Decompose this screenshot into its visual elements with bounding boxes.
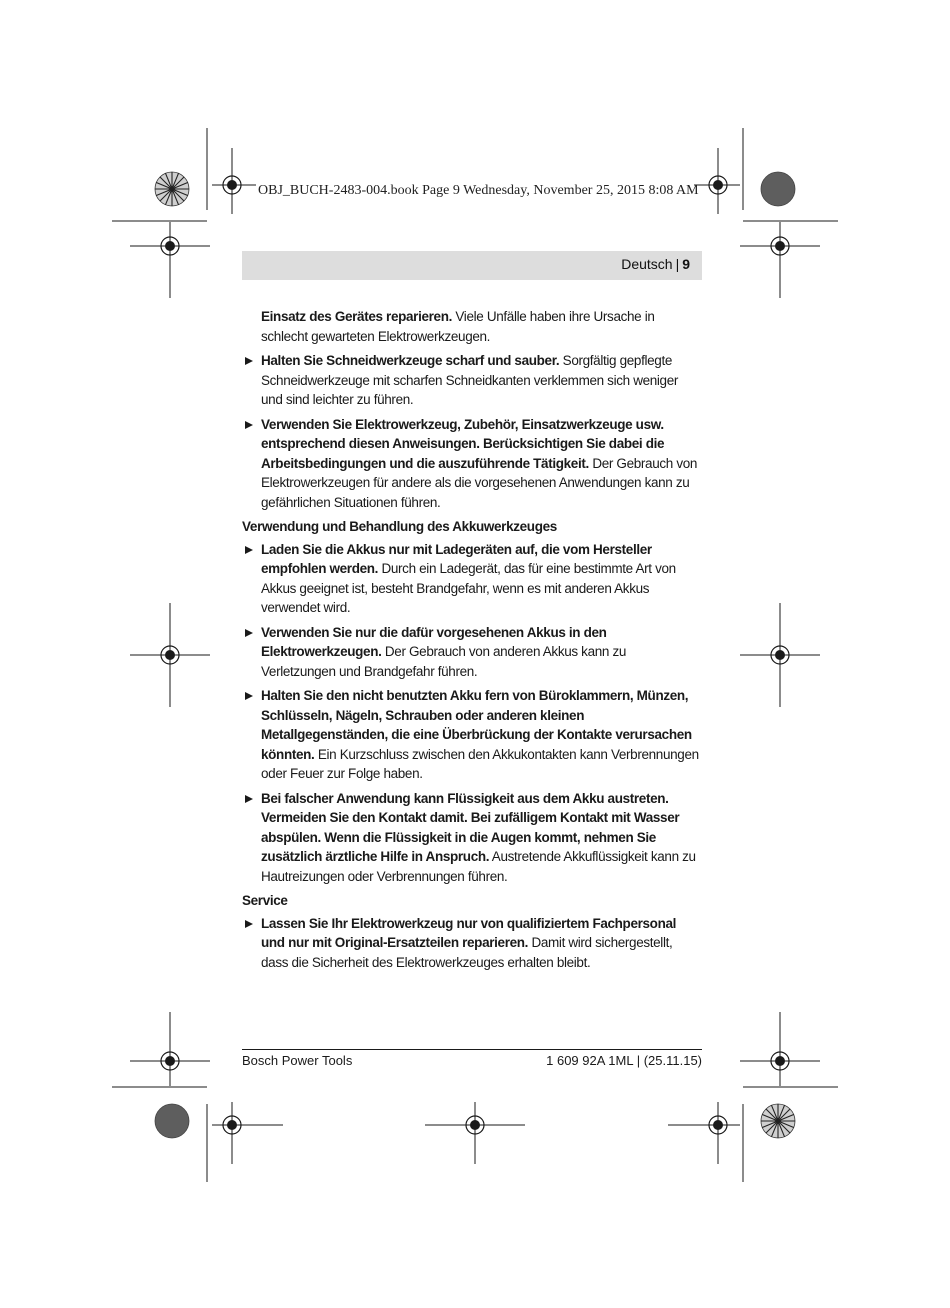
item-bold: Lassen Sie Ihr Elektrowerkzeug nur von qualifiziertem Fachpersonal und nur mit Original-Ersatzteilen reparieren. xyxy=(261,915,677,950)
section-heading-battery: Verwendung und Behandlung des Akkuwerkzeuges xyxy=(242,519,557,534)
list-item xyxy=(242,415,702,513)
triangle-bullet-icon xyxy=(245,357,253,365)
item-text: Damit wird sichergestellt, dass die Sicherheit des Elektrowerkzeuges erhalten bleibt. xyxy=(261,935,673,970)
header-text xyxy=(621,256,690,272)
starburst-target-icon xyxy=(155,172,189,206)
gray-tone-circle-icon xyxy=(155,1104,189,1138)
starburst-target-icon xyxy=(761,1104,795,1138)
header-separator: | xyxy=(675,256,680,272)
item-bold: Bei falscher Anwendung kann Flüssigkeit aus dem Akku austreten. Vermeiden Sie den Kontakt damit. Bei zufälligem Kontakt mit Wasser abspülen. Wenn die Flüssigkeit in die Augen kommt, nehmen Sie zusätzlich ärztliche Hilfe in Anspruch. xyxy=(261,790,680,864)
item-text: Austretende Akkuflüssigkeit kann zu Hautreizungen oder Verbrennungen führen. xyxy=(261,849,696,884)
list-item xyxy=(242,540,702,618)
triangle-bullet-icon xyxy=(245,421,253,429)
list-item xyxy=(242,686,702,784)
item-bold: Verwenden Sie Elektrowerkzeug, Zubehör, Einsatzwerkzeuge usw. entsprechend diesen Anweisungen. Berücksichtigen Sie dabei die Arbeitsbedingungen und die auszuführende Tätigkeit. xyxy=(261,416,665,471)
gray-tone-circle-icon xyxy=(761,172,795,206)
list-item xyxy=(242,914,702,973)
triangle-bullet-icon xyxy=(245,795,253,803)
page-number: 9 xyxy=(682,256,690,272)
triangle-bullet-icon xyxy=(245,629,253,637)
item-bold: Laden Sie die Akkus nur mit Ladegeräten auf, die vom Hersteller empfohlen werden. xyxy=(261,541,652,576)
intro-text: Viele Unfälle haben ihre Ursache in schlecht gewarteten Elektrowerkzeugen. xyxy=(261,309,655,344)
list-item xyxy=(242,351,702,410)
section-heading-service: Service xyxy=(242,893,288,908)
triangle-bullet-icon xyxy=(245,546,253,554)
item-text: Ein Kurzschluss zwischen den Akkukontakten kann Verbrennungen oder Feuer zur Folge haben. xyxy=(261,746,699,781)
triangle-bullet-icon xyxy=(245,920,253,928)
item-bold: Halten Sie den nicht benutzten Akku fern von Büroklammern, Münzen, Schlüsseln, Nägeln, Schrauben oder anderen kleinen Metallgegenständen, die eine Überbrückung der Kontakte verursachen könnten. xyxy=(261,688,692,762)
item-text: Der Gebrauch von Elektrowerkzeugen für andere als die vorgesehenen Anwendungen kann zu gefährlichen Situationen führen. xyxy=(261,455,698,510)
item-text: Der Gebrauch von anderen Akkus kann zu Verletzungen und Brandgefahr führen. xyxy=(261,644,627,679)
footer-brand: Bosch Power Tools xyxy=(242,1053,353,1068)
page-header xyxy=(242,251,702,280)
list-item xyxy=(242,623,702,682)
item-text: Durch ein Ladegerät, das für eine bestimmte Art von Akkus geeignet ist, besteht Brandgefahr, wenn es mit anderen Akkus verwendet wird. xyxy=(261,561,676,615)
item-text: Sorgfältig gepflegte Schneidwerkzeuge mit scharfen Schneidkanten verklemmen sich weniger und sind leichter zu führen. xyxy=(261,353,679,407)
main-content xyxy=(242,307,702,977)
item-bold: Verwenden Sie nur die dafür vorgesehenen Akkus in den Elektrowerkzeugen. xyxy=(261,624,607,659)
header-language: Deutsch xyxy=(621,256,673,272)
footer-doc-number: 1 609 92A 1ML | (25.11.15) xyxy=(546,1053,702,1068)
intro-paragraph xyxy=(242,307,702,346)
item-bold: Halten Sie Schneidwerkzeuge scharf und sauber. xyxy=(261,353,560,368)
triangle-bullet-icon xyxy=(245,692,253,700)
footer-rule xyxy=(242,1049,702,1050)
intro-bold: Einsatz des Gerätes reparieren. xyxy=(261,309,452,324)
file-info-line: OBJ_BUCH-2483-004.book Page 9 Wednesday, November 25, 2015 8:08 AM xyxy=(258,183,699,198)
list-item xyxy=(242,789,702,887)
